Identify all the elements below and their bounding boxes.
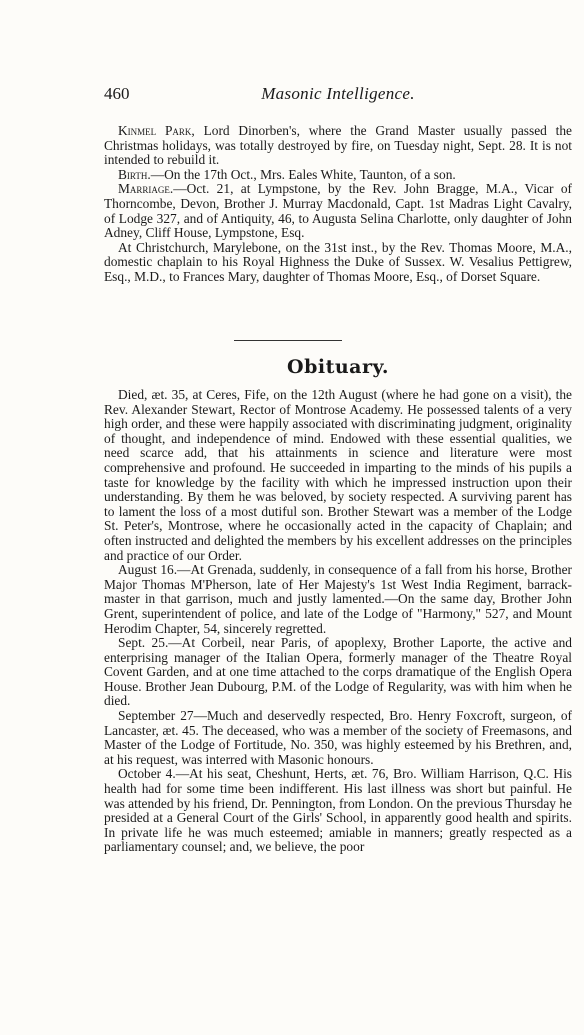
page-header <box>104 84 572 108</box>
section-heading: Obituary. <box>287 356 389 378</box>
obituary-paragraph: September 27—Much and deservedly respected, Bro. Henry Foxcroft, surgeon, of Lancaster, æt. 45. The deceased, who was a member of the society of Freemasons, and Master of the Lodge of Fortitude, No. 350, was highly esteemed by his Brethren, and, at his request, was interred with Masonic honours. <box>104 708 572 767</box>
section-divider <box>234 340 342 341</box>
notice-paragraph: Kinmel Park, Lord Dinorben's, where the Grand Master usually passed the Christmas holidays, was totally destroyed by fire, on Tuesday night, Sept. 28. It is not intended to rebuild it. <box>104 123 572 168</box>
obituary-paragraph: Sept. 25.—At Corbeil, near Paris, of apoplexy, Brother Laporte, the active and enterprising manager of the Italian Opera, formerly manager of the Theatre Royal Covent Garden, and at one time attached to the corps dramatique of the English Opera House. Brother Jean Dubourg, P.M. of the Lodge of Regularity, was with him when he died. <box>104 635 572 709</box>
obituary-paragraph: Died, æt. 35, at Ceres, Fife, on the 12th August (where he had gone on a visit), the Rev. Alexander Stewart, Rector of Montrose Academy. He possessed talents of a very high order, and these were happily associated with discriminating judgment, originality of thought, and independence of mind. Endowed with these essential qualities, we need scarce add, that his attainments in science and literature were most comprehensive and profound. He succeeded in imparting to the minds of his pupils a taste for knowledge by the facility with which he impressed instruction upon their understanding. By them he was beloved, by society respected. A surviving parent has to lament the loss of a most dutiful son. Brother Stewart was a member of the Lodge St. Peter's, Montrose, where he occasionally acted in the capacity of Chaplain; and often instructed and delighted the members by his excellent addresses on the principles and practice of our Order. <box>104 387 572 563</box>
notice-paragraph: Marriage.—Oct. 21, at Lympstone, by the Rev. John Bragge, M.A., Vicar of Thorncombe, Devon, Brother J. Murray Macdonald, Capt. 1st Madras Light Cavalry, of Lodge 327, and of Antiquity, 46, to Augusta Selina Charlotte, only daughter of John Adney, Cliff House, Lympstone, Esq. <box>104 181 572 241</box>
notice-paragraph: At Christchurch, Marylebone, on the 31st inst., by the Rev. Thomas Moore, M.A., domestic chaplain to his Royal Highness the Duke of Sussex. W. Vesalius Pettigrew, Esq., M.D., to Frances Mary, daughter of Thomas Moore, Esq., of Dorset Square. <box>104 239 572 284</box>
obituary-paragraph: October 4.—At his seat, Cheshunt, Herts, æt. 76, Bro. William Harrison, Q.C. His health had for some time been indifferent. His last illness was short but painful. He was attended by his friend, Dr. Pennington, from London. On the previous Thursday he presided at a General Court of the Girls' School, in apparently good health and spirits. In private life he was much esteemed; amiable in manners; greatly respected as a parliamentary counsel; and, we believe, the poor <box>104 766 572 855</box>
obituary-section <box>104 388 572 855</box>
notice-paragraph: Birth.—On the 17th Oct., Mrs. Eales White, Taunton, of a son. <box>118 166 456 182</box>
page-number: 460 <box>104 84 130 103</box>
running-title: Masonic Intelligence. <box>261 84 415 103</box>
obituary-paragraph: August 16.—At Grenada, suddenly, in consequence of a fall from his horse, Brother Major Thomas M'Pherson, late of Her Majesty's 1st West India Regiment, barrack-master in that garrison, much and justly lamented.—On the same day, Brother John Grent, superintendent of police, and late of the Lodge of "Harmony," 527, and Mount Herodim Chapter, 54, sincerely regretted. <box>104 562 572 636</box>
intelligence-notices <box>104 124 572 285</box>
